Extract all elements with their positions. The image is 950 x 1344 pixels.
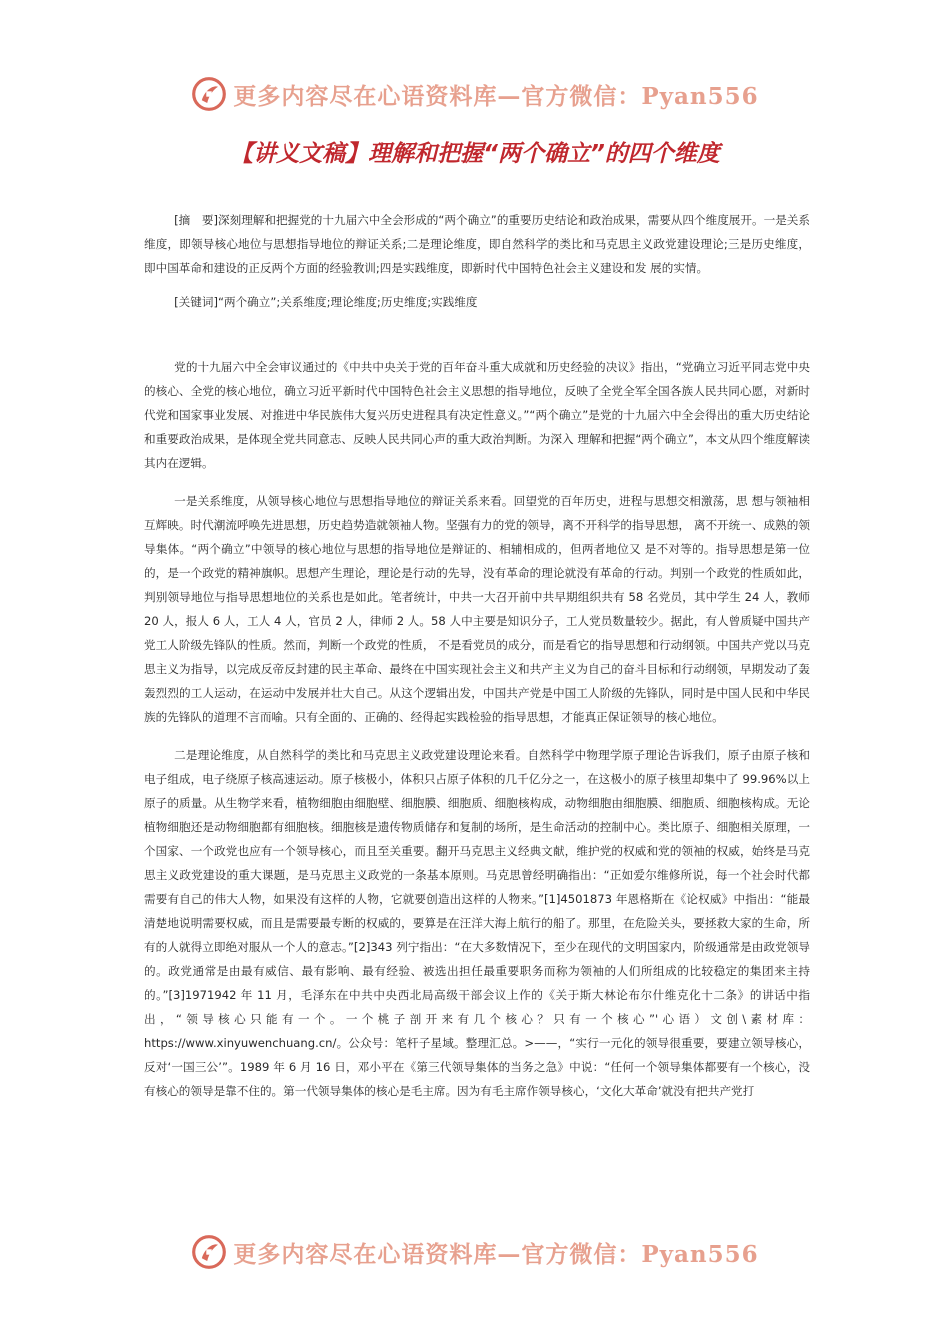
- header-watermark-banner: [0, 72, 950, 116]
- footer-watermark-banner: [0, 1230, 950, 1274]
- body-paragraph-theory: 二是理论维度，从自然科学的类比和马克思主义政党建设理论来看。自然科学中物理学原子理论告诉我们，原子由原子核和电子组成，电子绕原子核高速运动。原子核极小，体积只占原子体积的几千亿分之一，在这极小的原子核里却集中了 99.96%以上原子的质量。从生物学来看，植物细胞由细胞壁、细胞膜、细胞质、细胞核构成，动物细胞由细胞膜、细胞质、细胞核构成。无论植物细胞还是动物细胞都有细胞核。细胞核是遗传物质储存和复制的场所，是生命活动的控制中心。类比原子、细胞相关原理，一个国家、一个政党也应有一个领导核心，而且至关重要。翻开马克思主义经典文献，维护党的权威和党的领袖的权威，始终是马克思主义政党建设的重大课题，是马克思主义政党的一条基本原则。马克思曾经明确指出：“正如爱尔维修所说，每一个社会时代都需要有自己的伟大人物，如果没有这样的人物，它就要创造出这样的人物来。”[1]4501873 年恩格斯在《论权威》中指出：“能最清楚地说明需要权威，而且是需要最专断的权威的，要算是在汪洋大海上航行的船了。那里，在危险关头，要拯救大家的生命，所有的人就得立即绝对服从一个人的意志。”[2]343 列宁指出：“在大多数情况下，至少在现代的文明国家内，阶级通常是由政党领导的。政党通常是由最有威信、最有影响、最有经验、被选出担任最重要职务而称为领袖的人们所组成的比较稳定的集团来主持的。”[3]1971942 年 11 月，毛泽东在中共中央西北局高级干部会议上作的《关于斯大林论布尔什维克化十二条》的讲话中指出，“领导核心只能有一个。一个桃子剖开来有几个核心？只有一个核心”'心语）文创\素材库：https://www.xinyuwenchuang.cn/。公众号：笔杆子星域。整理汇总。>——，“实行一元化的领导很重要，要建立领导核心，反对‘一国三公’”。1989 年 6 月 16 日，邓小平在《第三代领导集体的当务之急》中说：“任何一个领导集体都要有一个核心，没有核心的领导是靠不住的。第一代领导集体的核心是毛主席。因为有毛主席作领导核心，‘文化大革命’就没有把共产党打: [144, 748, 810, 1098]
- document-title: 【讲义文稿】理解和把握“两个确立”的四个维度: [230, 141, 720, 167]
- keywords-paragraph: [关键词]“两个确立”;关系维度;理论维度;历史维度;实践维度: [174, 295, 478, 309]
- banner-text: 更多内容尽在心语资料库—官方微信：Pyan556: [233, 82, 759, 110]
- seal-logo-icon: [191, 76, 227, 112]
- abstract-paragraph: [摘 要]深刻理解和把握党的十九届六中全会形成的“两个确立”的重要历史结论和政治成果，需要从四个维度展开。一是关系维度，即领导核心地位与思想指导地位的辩证关系;二是理论维度，即自然科学的类比和马克思主义政党建设理论;三是历史维度，即中国革命和建设的正反两个方面的经验教训;四是实践维度，即新时代中国特色社会主义建设和发 展的实情。: [144, 213, 810, 275]
- body-paragraph-intro: 党的十九届六中全会审议通过的《中共中央关于党的百年奋斗重大成就和历史经验的决议》指出，“党确立习近平同志党中央的核心、全党的核心地位，确立习近平新时代中国特色社会主义思想的指导地位，反映了全党全军全国各族人民共同心愿，对新时代党和国家事业发展、对推进中华民族伟大复兴历史进程具有决定性意义。”“两个确立”是党的十九届六中全会得出的重大历史结论和重要政治成果，是体现全党共同意志、反映人民共同心声的重大政治判断。为深入 理解和把握“两个确立”，本文从四个维度解读其内在逻辑。: [144, 360, 810, 470]
- document-body: [144, 208, 810, 1117]
- body-paragraph-relation: 一是关系维度，从领导核心地位与思想指导地位的辩证关系来看。回望党的百年历史，进程与思想交相激荡，思 想与领袖相互辉映。时代潮流呼唤先进思想，历史趋势造就领袖人物。坚强有力的党的领导，离不开科学的指导思想， 离不开统一、成熟的领导集体。“两个确立”中领导的核心地位与思想的指导地位是辩证的、相辅相成的，但两者地位又 是不对等的。指导思想是第一位的，是一个政党的精神旗帜。思想产生理论，理论是行动的先导，没有革命的理论就没有革命的行动。判别一个政党的性质如此，判别领导地位与指导思想地位的关系也是如此。笔者统计，中共一大召开前中共早期组织共有 58 名党员，其中学生 24 人，教师 20 人，报人 6 人，工人 4 人，官员 2 人，律师 2 人。58 人中主要是知识分子，工人党员数量较少。据此，有人曾质疑中国共产党工人阶级先锋队的性质。然而，判断一个政党的性质， 不是看党员的成分，而是看它的指导思想和行动纲领。中国共产党以马克思主义为指导，以完成反帝反封建的民主革命、最终在中国实现社会主义和共产主义为自己的奋斗目标和行动纲领，早期发动了轰轰烈烈的工人运动，在运动中发展并壮大自己。从这个逻辑出发，中国共产党是中国工人阶级的先锋队，同时是中国人民和中华民族的先锋队的道理不言而喻。只有全面的、正确的、经得起实践检验的指导思想，才能真正保证领导的核心地位。: [144, 494, 810, 724]
- seal-logo-icon: [191, 1234, 227, 1270]
- banner-text: 更多内容尽在心语资料库—官方微信：Pyan556: [233, 1240, 759, 1268]
